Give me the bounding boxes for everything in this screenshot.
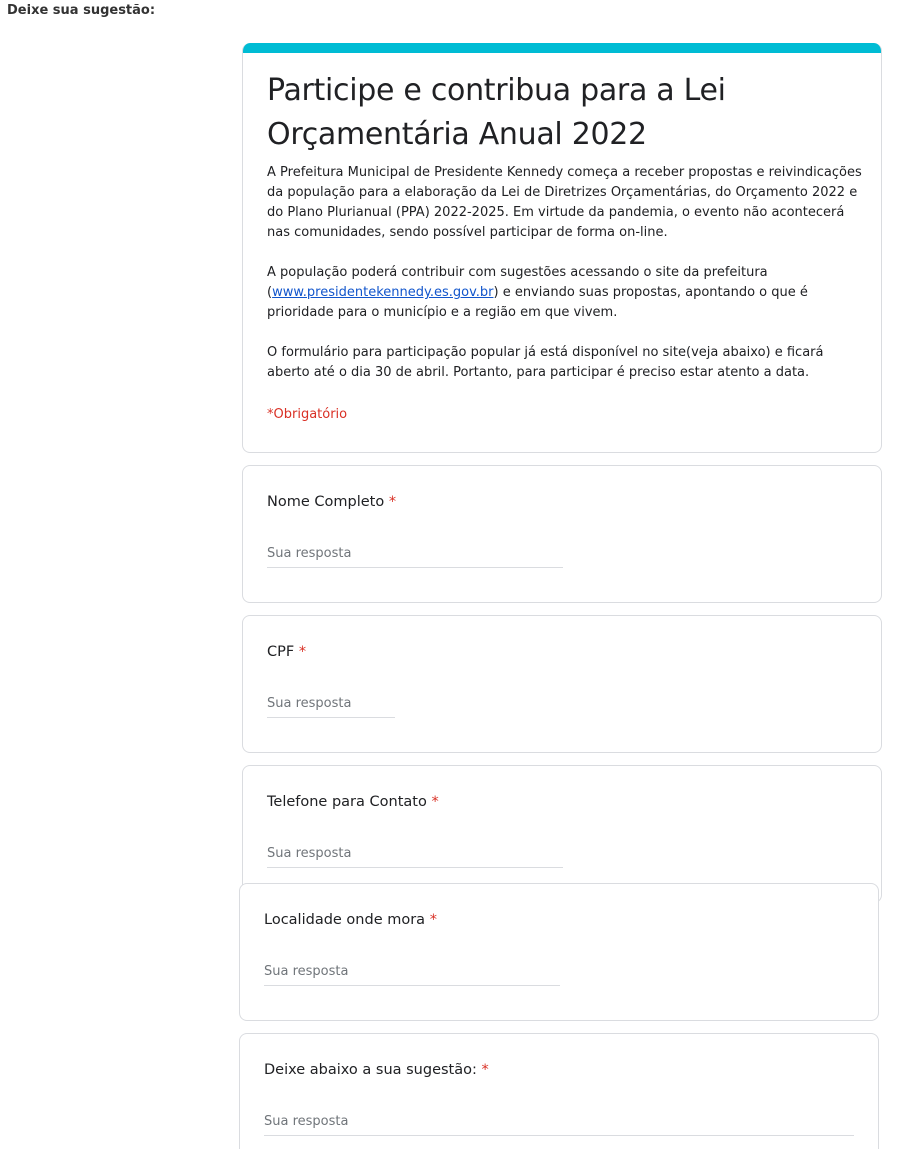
telefone-input[interactable] xyxy=(267,846,563,868)
description-paragraph-2 xyxy=(267,263,863,323)
question-label-nome xyxy=(267,494,396,510)
required-asterisk: * xyxy=(429,912,437,928)
question-label-cpf xyxy=(267,644,306,660)
question-label-text: CPF xyxy=(267,644,295,660)
question-label-text: Telefone para Contato xyxy=(267,794,427,810)
page-heading: Deixe sua sugestão: xyxy=(7,3,156,18)
required-asterisk: * xyxy=(298,644,307,660)
description-paragraph-3: O formulário para participação popular já está disponível no site(veja abaixo) e ficará aberto até o dia 30 de abril. Portanto, para participar é preciso estar atento a data. xyxy=(267,345,824,380)
question-card-nome xyxy=(242,465,882,603)
question-label-sugestao xyxy=(264,1062,489,1078)
prefeitura-website-link[interactable]: www.presidentekennedy.es.gov.br xyxy=(272,285,494,300)
form-header-card xyxy=(242,43,882,453)
required-asterisk: * xyxy=(388,494,397,510)
question-card-localidade xyxy=(239,883,879,1021)
cpf-input[interactable] xyxy=(267,696,395,718)
question-label-text: Deixe abaixo a sua sugestão: xyxy=(264,1062,477,1078)
nome-completo-input[interactable] xyxy=(267,546,563,568)
question-label-text: Nome Completo xyxy=(267,494,385,510)
question-label-telefone xyxy=(267,794,439,810)
question-card-sugestao xyxy=(239,1033,879,1149)
description-p2-after: ) e enviando suas propostas, apontando o que é prioridade para o município e a região em que vivem. xyxy=(267,285,808,320)
sugestao-input[interactable] xyxy=(264,1114,854,1136)
question-card-cpf xyxy=(242,615,882,753)
required-asterisk: * xyxy=(431,794,439,810)
form-accent-bar xyxy=(242,43,882,53)
required-asterisk: * xyxy=(481,1062,489,1078)
form-description xyxy=(267,163,863,403)
localidade-input[interactable] xyxy=(264,964,560,986)
description-p2-before: A população poderá contribuir com sugestões acessando o site da prefeitura ( xyxy=(267,265,768,300)
question-label-text: Localidade onde mora xyxy=(264,912,426,928)
question-label-localidade xyxy=(264,912,437,928)
form-title: Participe e contribua para a Lei Orçamentária Anual 2022 xyxy=(267,73,726,152)
required-note: *Obrigatório xyxy=(267,407,348,422)
description-paragraph-1: A Prefeitura Municipal de Presidente Kennedy começa a receber propostas e reivindicações da população para a elaboração da Lei de Diretrizes Orçamentárias, do Orçamento 2022 e do Plano Plurianual (PPA) 2022-2025. Em virtude da pandemia, o evento não acontecerá nas comunidades, sendo possível participar de forma on-line. xyxy=(267,165,862,240)
